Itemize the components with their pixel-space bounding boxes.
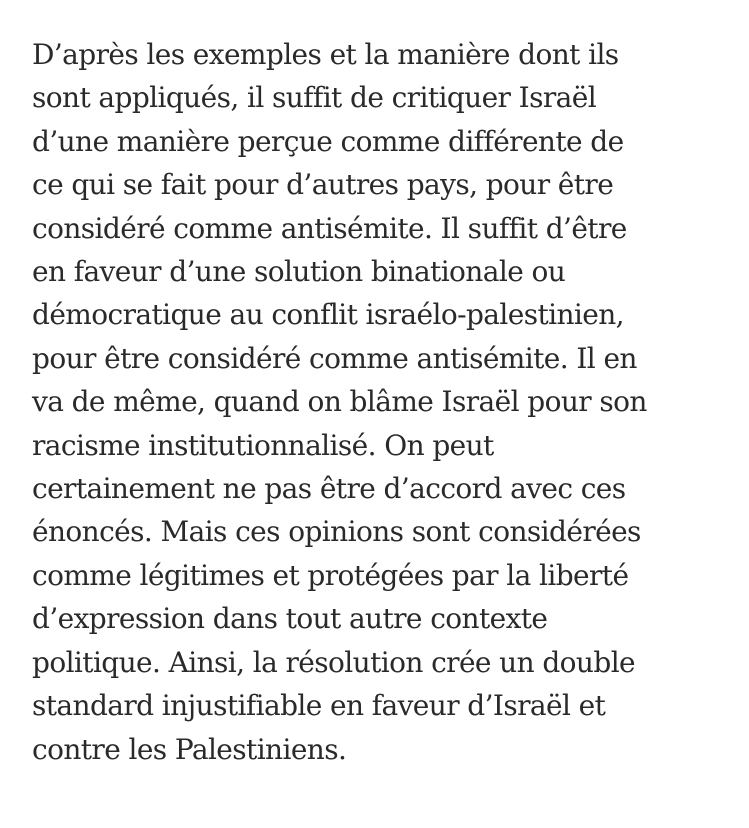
paragraph-line: démocratique au conflit israélo-palestinien, (32, 298, 624, 332)
paragraph-line: ce qui se fait pour d’autres pays, pour être (32, 168, 614, 202)
paragraph-line: va de même, quand on blâme Israël pour son (32, 385, 647, 419)
paragraph-line: contre les Palestiniens. (32, 732, 347, 766)
paragraph-line: comme légitimes et protégées par la liberté (32, 558, 629, 592)
paragraph-line: d’une manière perçue comme différente de (32, 124, 624, 158)
article-paragraph (32, 33, 732, 771)
paragraph-line: sont appliqués, il suffit de critiquer Israël (32, 81, 597, 115)
paragraph-line: standard injustifiable en faveur d’Israël et (32, 689, 606, 723)
paragraph-line: pour être considéré comme antisémite. Il en (32, 341, 637, 375)
paragraph-line: considéré comme antisémite. Il suffit d’être (32, 211, 627, 245)
paragraph-line: en faveur d’une solution binationale ou (32, 255, 566, 289)
paragraph-line: certainement ne pas être d’accord avec ces (32, 472, 626, 506)
paragraph-line: politique. Ainsi, la résolution crée un double (32, 645, 636, 679)
paragraph-line: d’expression dans tout autre contexte (32, 602, 548, 636)
paragraph-line: énoncés. Mais ces opinions sont considérées (32, 515, 641, 549)
paragraph-line: D’après les exemples et la manière dont ils (32, 38, 619, 71)
paragraph-line: racisme institutionnalisé. On peut (32, 428, 494, 462)
